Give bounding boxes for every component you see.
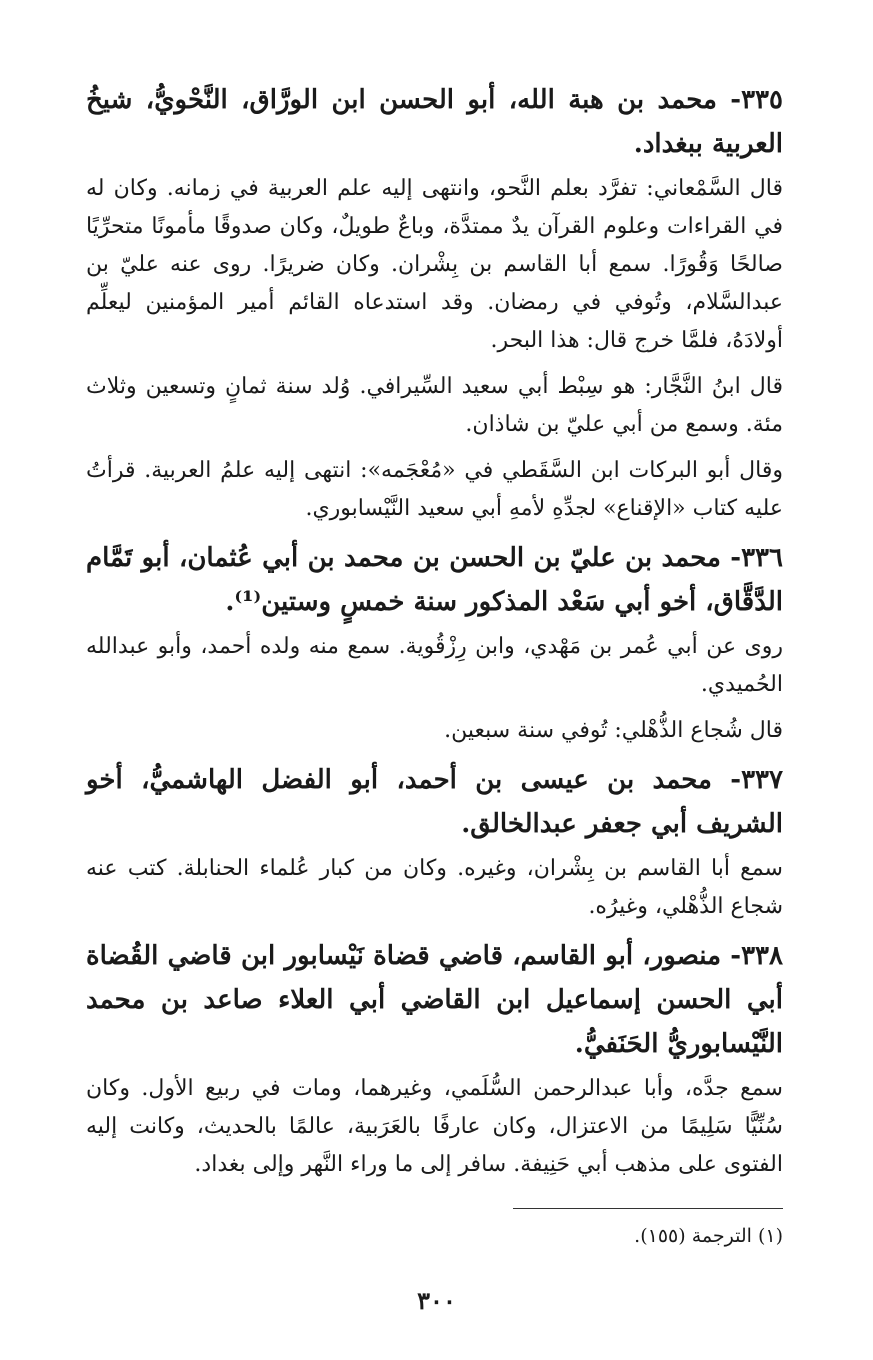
entry-heading: ٣٣٥- محمد بن هبة الله، أبو الحسن ابن الورَّاق، النَّحْويُّ، شيخُ العربية ببغداد. bbox=[86, 85, 783, 159]
entry-paragraph: سمع جدَّه، وأبا عبدالرحمن السُّلَمي، وغيرهما، ومات في ربيع الأول. وكان سُنِّيًّا سَلِيمًا من الاعتزال، وكان عارفًا بالعَرَبية، عالمًا بالحديث، وكانت إليه الفتوى على مذهب أبي حَنِيفة. سافر إلى ما وراء النَّهر وإلى بغداد. bbox=[86, 1076, 783, 1177]
entry-heading: ٣٣٧- محمد بن عيسى بن أحمد، أبو الفضل الهاشميُّ، أخو الشريف أبي جعفر عبدالخالق. bbox=[86, 765, 783, 839]
entry-paragraph: روى عن أبي عُمر بن مَهْدي، وابن رِزْقُوية. سمع منه ولده أحمد، وأبو عبدالله الحُميدي. bbox=[86, 634, 783, 697]
biography-entry-335 bbox=[86, 78, 783, 528]
entry-heading: ٣٣٨- منصور، أبو القاسم، قاضي قضاة نَيْسابور ابن قاضي القُضاة أبي الحسن إسماعيل ابن القاضي أبي العلاء صاعد بن محمد النَّيْسابوريُّ الحَنَفيُّ. bbox=[86, 941, 783, 1059]
entry-paragraph: وقال أبو البركات ابن السَّقَطي في «مُعْجَمه»: انتهى إليه علمُ العربية. قرأتُ عليه كتاب «الإقناع» لجدِّهِ لأمهِ أبي سعيد النَّيْسابوري. bbox=[86, 458, 783, 521]
biography-entry-336 bbox=[86, 536, 783, 750]
entry-paragraph: قال السَّمْعاني: تفرَّد بعلم النَّحو، وانتهى إليه علم العربية في زمانه. وكان له في القراءات وعلوم القرآن يدٌ ممتدَّة، وباعٌ طويلٌ، وكان صدوقًا مأمونًا متحرِّيًا صالحًا وَقُورًا. سمع أبا القاسم بن بِشْران. وكان ضريرًا. روى عنه عليّ بن عبدالسَّلام، وتُوفي في رمضان. وقد استدعاه القائم أمير المؤمنين ليعلِّم أولادَهُ، فلمَّا خرج قال: هذا البحر. bbox=[86, 176, 783, 353]
page-number: ٣٠٠ bbox=[417, 1286, 456, 1315]
biography-entry-338 bbox=[86, 934, 783, 1184]
entry-heading: ٣٣٦- محمد بن عليّ بن الحسن بن محمد بن أبي عُثمان، أبو تَمَّام الدَّقَّاق، أخو أبي سَعْد المذكور سنة خمسٍ وستين⁽¹⁾. bbox=[86, 543, 783, 617]
footnote: (١) الترجمة (١٥٥). bbox=[634, 1225, 783, 1247]
page-body bbox=[86, 78, 783, 1192]
entry-paragraph: سمع أبا القاسم بن بِشْران، وغيره. وكان من كبار عُلماء الحنابلة. كتب عنه شجاع الذُّهْلي، وغيرُه. bbox=[86, 856, 783, 919]
entry-paragraph: قال ابنُ النَّجَّار: هو سِبْط أبي سعيد السِّيرافي. وُلد سنة ثمانٍ وتسعين وثلاث مئة. وسمع من أبي عليّ بن شاذان. bbox=[86, 374, 783, 437]
entry-paragraph: قال شُجاع الذُّهْلي: تُوفي سنة سبعين. bbox=[444, 718, 783, 743]
footnote-divider bbox=[513, 1208, 783, 1209]
biography-entry-337 bbox=[86, 758, 783, 926]
